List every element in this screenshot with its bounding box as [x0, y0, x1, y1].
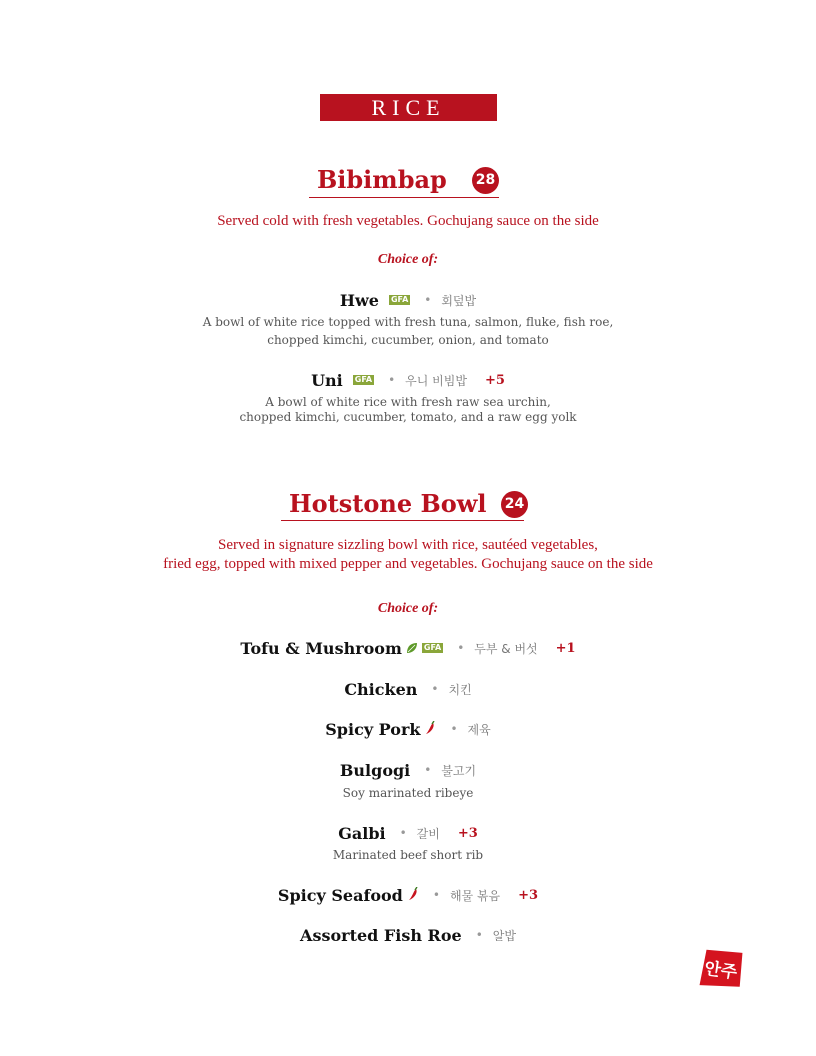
bibimbap-description: Served cold with fresh vegetables. Gochujang sauce on the side: [217, 213, 599, 229]
hotstone-description-line2: fried egg, topped with mixed pepper and vegetables. Gochujang sauce on the side: [163, 556, 653, 572]
item-description: Soy marinated ribeye: [342, 786, 474, 800]
item-description-line1: A bowl of white rice topped with fresh tuna, salmon, fluke, fish roe,: [202, 315, 614, 329]
hotstone-description-line1: Served in signature sizzling bowl with rice, sautéed vegetables,: [218, 537, 598, 553]
section-banner: RICE: [320, 94, 497, 121]
chili-pepper-icon: [424, 720, 436, 739]
item-name: Uni: [311, 370, 343, 390]
menu-item-uni: [0, 370, 816, 390]
item-korean-name: 두부 & 버섯: [474, 641, 538, 656]
item-name: Chicken: [344, 679, 418, 699]
item-korean-name: 제육: [467, 722, 491, 737]
hotstone-title: Hotstone Bowl: [289, 489, 487, 518]
separator-dot: •: [431, 682, 439, 696]
hotstone-price-badge: 24: [501, 491, 528, 518]
item-name: Spicy Seafood: [277, 885, 403, 905]
item-description: Marinated beef short rib: [332, 848, 484, 862]
separator-dot: •: [399, 826, 407, 840]
gfa-badge: GFA: [390, 295, 409, 304]
menu-item-hwe: [0, 290, 816, 310]
separator-dot: •: [424, 293, 432, 307]
bibimbap-price-badge: 28: [472, 167, 499, 194]
menu-item-bulgogi: [0, 760, 816, 780]
item-name: Tofu & Mushroom: [240, 638, 402, 658]
item-description-line2: chopped kimchi, cucumber, onion, and tomato: [267, 333, 549, 347]
item-upcharge: +3: [457, 825, 478, 841]
item-korean-name: 회덮밥: [441, 293, 477, 308]
menu-item-chicken: [0, 679, 816, 699]
item-korean-name: 해물 볶음: [449, 888, 501, 903]
menu-item-assorted-fish-roe: [0, 925, 816, 945]
leaf-icon: [406, 639, 418, 658]
item-korean-name: 치킨: [448, 682, 472, 697]
separator-dot: •: [457, 641, 465, 655]
item-name: Hwe: [339, 290, 379, 310]
separator-dot: •: [432, 888, 440, 902]
item-korean-name: 갈비: [416, 826, 440, 841]
bibimbap-underline: [309, 197, 499, 198]
item-name: Assorted Fish Roe: [300, 925, 462, 945]
item-korean-name: 알밥: [492, 928, 516, 943]
bibimbap-title: Bibimbap: [317, 165, 447, 194]
restaurant-logo: [698, 948, 744, 990]
item-name: Bulgogi: [339, 760, 411, 780]
separator-dot: •: [424, 763, 432, 777]
item-upcharge: +3: [518, 887, 539, 903]
item-upcharge: +1: [555, 640, 576, 656]
separator-dot: •: [388, 373, 396, 387]
menu-item-galbi: [0, 823, 816, 843]
item-description-line2: chopped kimchi, cucumber, tomato, and a raw egg yolk: [239, 410, 577, 424]
svg-text:안주: 안주: [703, 958, 739, 984]
menu-item-spicy-seafood: [0, 885, 816, 905]
chili-pepper-icon: [407, 886, 419, 905]
hotstone-underline: [281, 520, 524, 521]
item-name: Galbi: [338, 823, 386, 843]
item-upcharge: +5: [484, 372, 505, 388]
item-korean-name: 우니 비빔밥: [405, 373, 467, 388]
menu-item-spicy-pork: [0, 719, 816, 739]
gfa-badge: GFA: [423, 643, 442, 652]
separator-dot: •: [475, 928, 483, 942]
item-description-line1: A bowl of white rice with fresh raw sea urchin,: [265, 395, 551, 409]
bibimbap-choice-label: Choice of:: [377, 252, 439, 267]
gfa-badge: GFA: [354, 375, 373, 384]
item-korean-name: 불고기: [441, 763, 477, 778]
item-name: Spicy Pork: [325, 719, 421, 739]
menu-item-tofu-mushroom: [0, 638, 816, 658]
separator-dot: •: [450, 722, 458, 736]
hotstone-choice-label: Choice of:: [377, 601, 439, 616]
